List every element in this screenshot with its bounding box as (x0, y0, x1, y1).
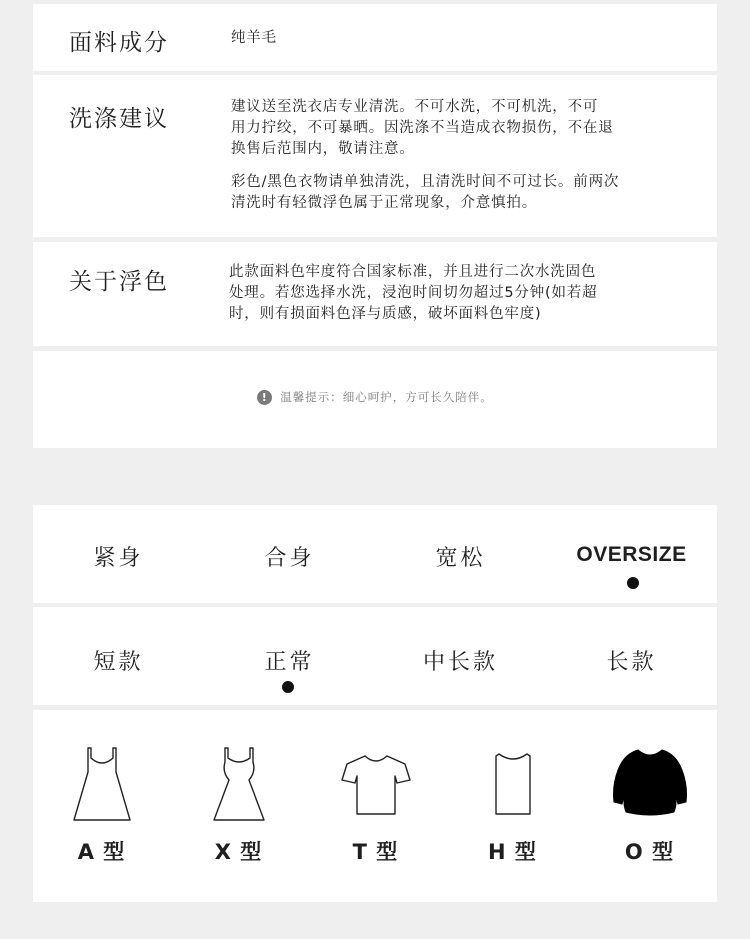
silhouette-a (33, 746, 170, 864)
wash-label: 洗涤建议 (69, 106, 169, 132)
silhouette-h (444, 746, 581, 864)
length-option-short: 短款 (93, 650, 144, 675)
color-line: 此款面料色牢度符合国家标准，并且进行二次水洗固色 (229, 264, 597, 280)
wash-line: 建议送至洗衣店专业清洗。不可水洗，不可机洗，不可 (231, 99, 599, 115)
a-line-dress-icon (67, 746, 137, 824)
length-selected-dot (282, 681, 294, 693)
wash-line: 换售后范围内，敬请注意。 (231, 141, 415, 157)
silhouette-t (307, 746, 444, 864)
silhouette-label-x: X 型 (214, 840, 263, 864)
fit-option-oversize: OVERSIZE (576, 543, 687, 566)
color-card (33, 242, 717, 346)
wash-line: 清洗时有轻微浮色属于正常现象，介意慎拍。 (231, 195, 537, 211)
fabric-value: 纯羊毛 (231, 30, 277, 46)
fit-option-regular: 合身 (264, 546, 315, 571)
color-label: 关于浮色 (69, 269, 169, 295)
length-card (33, 607, 717, 705)
silhouette-card (33, 710, 717, 902)
silhouette-label-o: O 型 (624, 840, 675, 864)
silhouette-label-h: H 型 (488, 840, 537, 864)
wash-card (33, 75, 717, 237)
fabric-label: 面料成分 (69, 30, 169, 56)
o-line-sweater-icon (610, 746, 690, 824)
t-shirt-icon (339, 746, 413, 824)
color-paragraph (229, 262, 597, 325)
silhouette-label-t: T 型 (352, 840, 399, 864)
fit-selected-dot (627, 577, 639, 589)
silhouette-o (581, 746, 718, 864)
tip-card (33, 351, 717, 448)
fit-option-tight: 紧身 (93, 546, 144, 571)
h-line-tank-icon (483, 746, 543, 824)
wash-paragraph-2 (231, 172, 619, 214)
tip-text: 温馨提示：细心呵护，方可长久陪伴。 (280, 390, 493, 404)
silhouette-x (170, 746, 307, 864)
color-line: 处理。若您选择水洗，浸泡时间切勿超过5分钟(如若超 (229, 285, 598, 301)
fit-card (33, 505, 717, 603)
x-line-dress-icon (204, 746, 274, 824)
wash-line: 彩色/黑色衣物请单独清洗，且清洗时间不可过长。前两次 (231, 174, 620, 190)
tip-row (33, 389, 717, 405)
length-option-normal: 正常 (264, 650, 315, 675)
color-line: 时，则有损面料色泽与质感，破坏面料色牢度) (229, 306, 542, 322)
fabric-card (33, 4, 717, 71)
length-option-mid-long: 中长款 (422, 650, 498, 675)
silhouette-label-a: A 型 (77, 840, 126, 864)
wash-paragraph-1 (231, 97, 614, 160)
length-option-long: 长款 (606, 650, 657, 675)
exclamation-icon: ! (257, 390, 272, 405)
wash-line: 用力拧绞，不可暴晒。因洗涤不当造成衣物损伤，不在退 (231, 120, 614, 136)
fit-option-loose: 宽松 (435, 546, 486, 571)
